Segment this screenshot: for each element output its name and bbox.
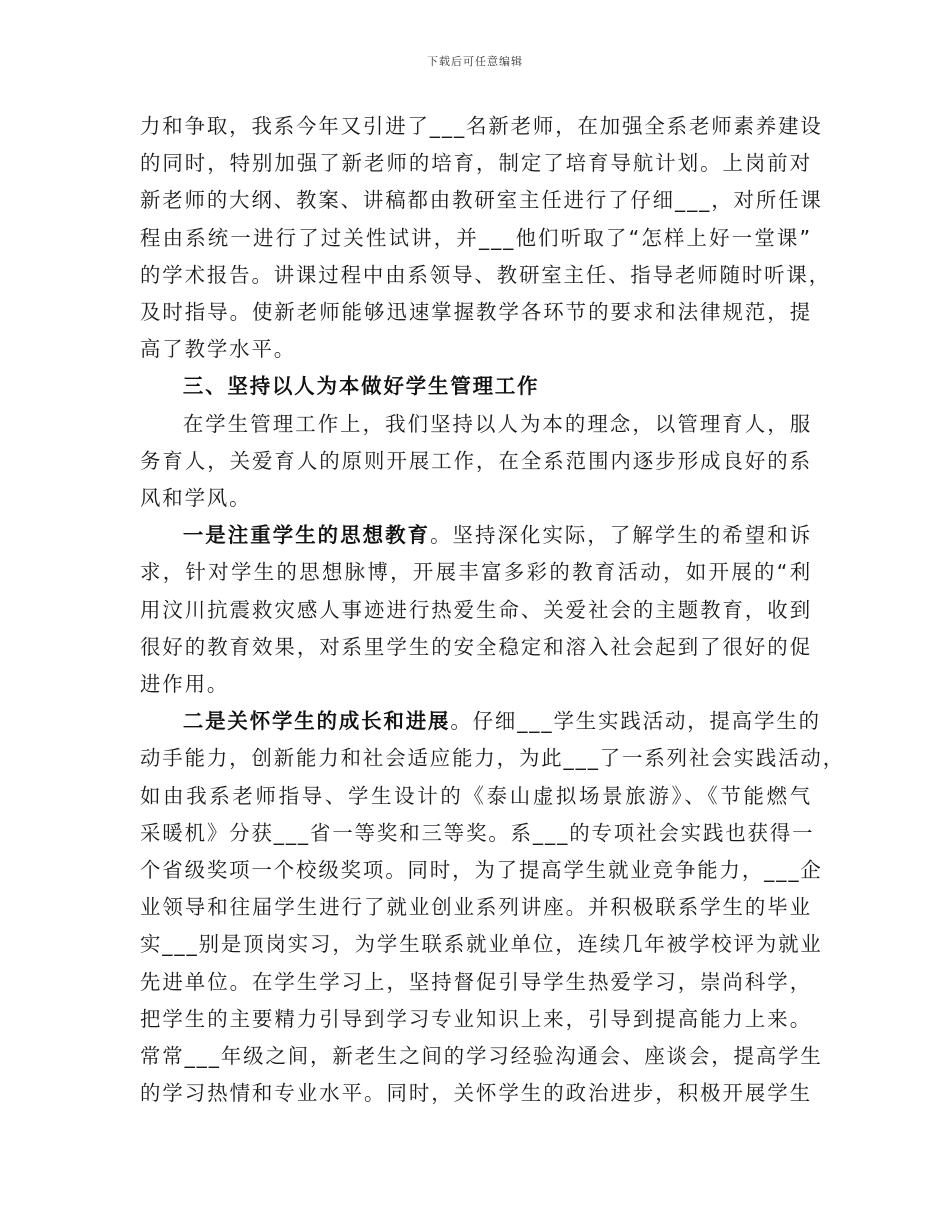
text-line: 高了教学水平。 xyxy=(140,337,297,362)
text-line: 动手能力，创新能力和社会适应能力，为此___了一系列社会实践活动， xyxy=(140,746,846,771)
text-line: 用汶川抗震救灾感人事迹进行热爱生命、关爱社会的主题教育，收到 xyxy=(140,597,812,622)
text-line: 业领导和往届学生进行了就业创业系列讲座。并积极联系学生的毕业 xyxy=(140,895,812,920)
text-line: 如由我系老师指导、学生设计的《泰山虚拟场景旅游》、《节能燃气 xyxy=(140,783,812,808)
text-line: 实___别是顶岗实习，为学生联系就业单位，连续几年被学校评为就业 xyxy=(140,932,823,957)
text-line: 风和学风。 xyxy=(140,486,252,511)
text-line: 力和争取，我系今年又引进了___名新老师，在加强全系老师素养建设 xyxy=(140,114,823,138)
text-line: 的学术报告。讲课过程中由系领导、教研室主任、指导老师随时听课， xyxy=(140,262,832,287)
paragraph-teacher-training xyxy=(140,108,832,368)
paragraph-intro xyxy=(140,406,812,518)
text-line: 的同时，特别加强了新老师的培育，制定了培育导航计划。上岗前对 xyxy=(140,151,812,176)
text-line: 把学生的主要精力引导到学习专业知识上来，引导到提高能力上来。 xyxy=(140,1006,812,1031)
point-two-first-line: 。仔细___学生实践活动，提高学生的 xyxy=(450,709,821,734)
text-line: 的学习热情和专业水平。同时，关怀学生的政治进步，积极开展学生 xyxy=(140,1081,812,1106)
text-line: 在学生管理工作上，我们坚持以人为本的理念，以管理育人，服 xyxy=(182,411,812,436)
text-line: 求，针对学生的思想脉博，开展丰富多彩的教育活动，如开展的“利 xyxy=(140,560,812,585)
text-line: 进作用。 xyxy=(140,672,230,697)
text-line: 新老师的大纲、教案、讲稿都由教研室主任进行了仔细___，对所任课 xyxy=(140,188,823,213)
text-line: 常常___年级之间，新老生之间的学习经验沟通会、座谈会，提高学生 xyxy=(140,1044,823,1069)
document-body xyxy=(140,108,846,1112)
paragraph-point-one xyxy=(140,517,812,703)
text-line: 很好的教育效果，对系里学生的安全稳定和溶入社会起到了很好的促 xyxy=(140,634,812,659)
paragraph-point-two xyxy=(140,703,846,1112)
text-line: 及时指导。使新老师能够迅速掌握教学各环节的要求和法律规范，提 xyxy=(140,300,812,325)
text-line xyxy=(140,703,821,740)
text-line xyxy=(140,517,812,554)
text-line: 程由系统一进行了过关性试讲，并___他们听取了“怎样上好一堂课” xyxy=(140,225,812,250)
point-two-lead: 二是关怀学生的成长和进展 xyxy=(182,709,451,734)
page-header: 下载后可任意编辑 xyxy=(427,55,523,68)
point-one-lead: 一是注重学生的思想教育 xyxy=(182,523,431,548)
text-line: 务育人，关爱育人的原则开展工作，在全系范围内逐步形成良好的系 xyxy=(140,448,812,473)
text-line: 先进单位。在学生学习上，坚持督促引导学生热爱学习，崇尚科学， xyxy=(140,969,812,994)
text-line: 采暖机》分获___省一等奖和三等奖。系___的专项社会实践也获得一 xyxy=(140,820,815,845)
section-heading: 三、坚持以人为本做好学生管理工作 xyxy=(182,374,540,399)
point-one-first-line: 。坚持深化实际，了解学生的希望和诉 xyxy=(430,523,812,548)
text-line: 个省级奖项一个校级奖项。同时，为了提高学生就业竞争能力，___企 xyxy=(140,858,823,883)
